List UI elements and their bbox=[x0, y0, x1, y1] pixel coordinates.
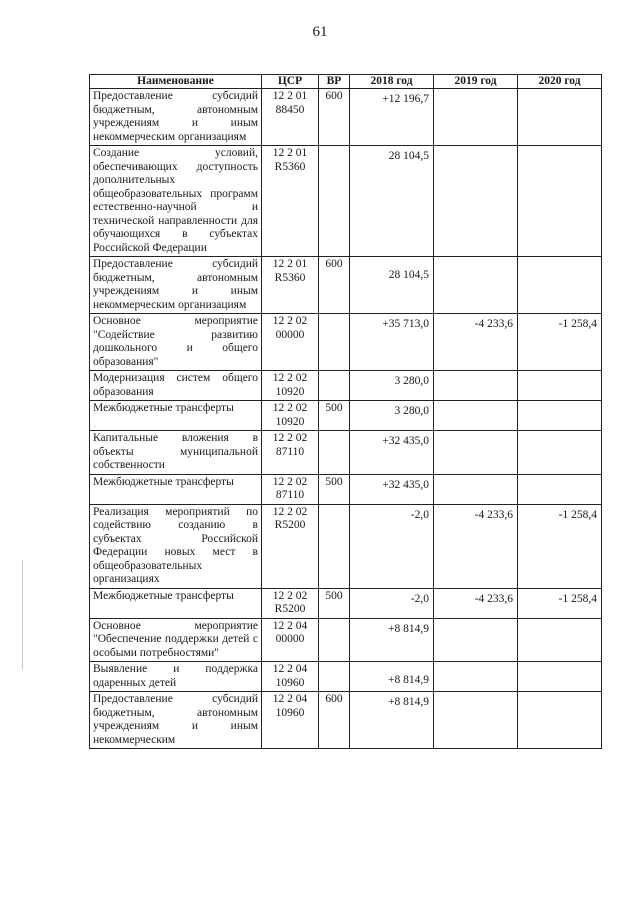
cell-name: Основное мероприятие "Содействие развитию дошкольного и общего образования" bbox=[90, 314, 262, 371]
cell-2019 bbox=[434, 257, 518, 314]
table-row bbox=[90, 504, 602, 588]
table-row bbox=[90, 474, 602, 504]
cell-2019 bbox=[434, 618, 518, 662]
cell-vr bbox=[319, 504, 350, 588]
cell-name: Реализация мероприятий по содействию созданию в субъектах Российской Федерации новых мест в общеобразовательных организациях bbox=[90, 504, 262, 588]
header-vr: ВР bbox=[319, 75, 350, 89]
cell-2020 bbox=[518, 401, 602, 431]
cell-2020 bbox=[518, 474, 602, 504]
cell-vr bbox=[319, 146, 350, 257]
cell-2018: 3 280,0 bbox=[350, 371, 434, 401]
cell-2019 bbox=[434, 371, 518, 401]
cell-vr: 600 bbox=[319, 692, 350, 749]
cell-csr: 12 2 01 R5360 bbox=[262, 146, 319, 257]
cell-2019 bbox=[434, 662, 518, 692]
table-row bbox=[90, 314, 602, 371]
cell-csr: 12 2 02 R5200 bbox=[262, 588, 319, 618]
cell-vr: 600 bbox=[319, 89, 350, 146]
cell-vr: 500 bbox=[319, 474, 350, 504]
cell-2020 bbox=[518, 618, 602, 662]
cell-vr bbox=[319, 618, 350, 662]
cell-name: Основное мероприятие "Обеспечение поддержки детей с особыми потребностями" bbox=[90, 618, 262, 662]
cell-2020 bbox=[518, 431, 602, 475]
cell-2018: +8 814,9 bbox=[350, 618, 434, 662]
cell-vr: 500 bbox=[319, 401, 350, 431]
cell-2020 bbox=[518, 662, 602, 692]
cell-csr: 12 2 04 00000 bbox=[262, 618, 319, 662]
cell-name: Выявление и поддержка одаренных детей bbox=[90, 662, 262, 692]
cell-csr: 12 2 02 R5200 bbox=[262, 504, 319, 588]
cell-2019 bbox=[434, 474, 518, 504]
table-row bbox=[90, 89, 602, 146]
cell-2018: +8 814,9 bbox=[350, 662, 434, 692]
cell-csr: 12 2 01 88450 bbox=[262, 89, 319, 146]
cell-2018: 28 104,5 bbox=[350, 257, 434, 314]
cell-2019 bbox=[434, 146, 518, 257]
table-row bbox=[90, 257, 602, 314]
cell-2018: -2,0 bbox=[350, 504, 434, 588]
cell-name: Создание условий, обеспечивающих доступность дополнительных общеобразовательных программ естественно-научной и технической направленности для обучающихся в субъектах Российской Федерации bbox=[90, 146, 262, 257]
cell-csr: 12 2 02 10920 bbox=[262, 401, 319, 431]
cell-2019 bbox=[434, 401, 518, 431]
cell-csr: 12 2 02 00000 bbox=[262, 314, 319, 371]
cell-2018: 3 280,0 bbox=[350, 401, 434, 431]
cell-csr: 12 2 02 87110 bbox=[262, 474, 319, 504]
cell-2019: -4 233,6 bbox=[434, 314, 518, 371]
cell-2019 bbox=[434, 89, 518, 146]
cell-vr bbox=[319, 371, 350, 401]
cell-name: Межбюджетные трансферты bbox=[90, 588, 262, 618]
cell-name: Предоставление субсидий бюджетным, автономным учреждениям и иным некоммерческим организациям bbox=[90, 89, 262, 146]
cell-2018: +8 814,9 bbox=[350, 692, 434, 749]
cell-name: Межбюджетные трансферты bbox=[90, 401, 262, 431]
header-csr: ЦСР bbox=[262, 75, 319, 89]
cell-2018: -2,0 bbox=[350, 588, 434, 618]
table-row bbox=[90, 662, 602, 692]
cell-vr: 500 bbox=[319, 588, 350, 618]
table-row bbox=[90, 618, 602, 662]
table-row bbox=[90, 371, 602, 401]
cell-name: Предоставление субсидий бюджетным, автономным учреждениям и иным некоммерческим bbox=[90, 692, 262, 749]
cell-2020 bbox=[518, 257, 602, 314]
cell-2018: 28 104,5 bbox=[350, 146, 434, 257]
cell-vr: 600 bbox=[319, 257, 350, 314]
cell-2019: -4 233,6 bbox=[434, 504, 518, 588]
cell-2018: +35 713,0 bbox=[350, 314, 434, 371]
cell-name: Межбюджетные трансферты bbox=[90, 474, 262, 504]
table-row bbox=[90, 431, 602, 475]
cell-2020: -1 258,4 bbox=[518, 504, 602, 588]
cell-2018: +32 435,0 bbox=[350, 431, 434, 475]
cell-name: Капитальные вложения в объекты муниципальной собственности bbox=[90, 431, 262, 475]
cell-csr: 12 2 04 10960 bbox=[262, 692, 319, 749]
cell-2019 bbox=[434, 431, 518, 475]
cell-2020 bbox=[518, 371, 602, 401]
table-header-row bbox=[90, 75, 602, 89]
cell-name: Предоставление субсидий бюджетным, автономным учреждениям и иным некоммерческим организациям bbox=[90, 257, 262, 314]
page-number: 61 bbox=[312, 24, 328, 40]
table-row bbox=[90, 146, 602, 257]
cell-name: Модернизация систем общего образования bbox=[90, 371, 262, 401]
cell-2020 bbox=[518, 692, 602, 749]
cell-csr: 12 2 04 10960 bbox=[262, 662, 319, 692]
cell-2020: -1 258,4 bbox=[518, 314, 602, 371]
cell-csr: 12 2 02 87110 bbox=[262, 431, 319, 475]
cell-2018: +32 435,0 bbox=[350, 474, 434, 504]
table-row bbox=[90, 692, 602, 749]
cell-vr bbox=[319, 314, 350, 371]
header-name: Наименование bbox=[90, 75, 262, 89]
cell-2020 bbox=[518, 89, 602, 146]
budget-table bbox=[89, 74, 602, 749]
header-2019: 2019 год bbox=[434, 75, 518, 89]
cell-2018: +12 196,7 bbox=[350, 89, 434, 146]
header-2020: 2020 год bbox=[518, 75, 602, 89]
cell-2019 bbox=[434, 692, 518, 749]
cell-2019: -4 233,6 bbox=[434, 588, 518, 618]
cell-vr bbox=[319, 431, 350, 475]
scan-margin-mark bbox=[22, 560, 23, 670]
table-row bbox=[90, 401, 602, 431]
cell-csr: 12 2 01 R5360 bbox=[262, 257, 319, 314]
cell-2020: -1 258,4 bbox=[518, 588, 602, 618]
cell-csr: 12 2 02 10920 bbox=[262, 371, 319, 401]
cell-2020 bbox=[518, 146, 602, 257]
table-row bbox=[90, 588, 602, 618]
cell-vr bbox=[319, 662, 350, 692]
header-2018: 2018 год bbox=[350, 75, 434, 89]
